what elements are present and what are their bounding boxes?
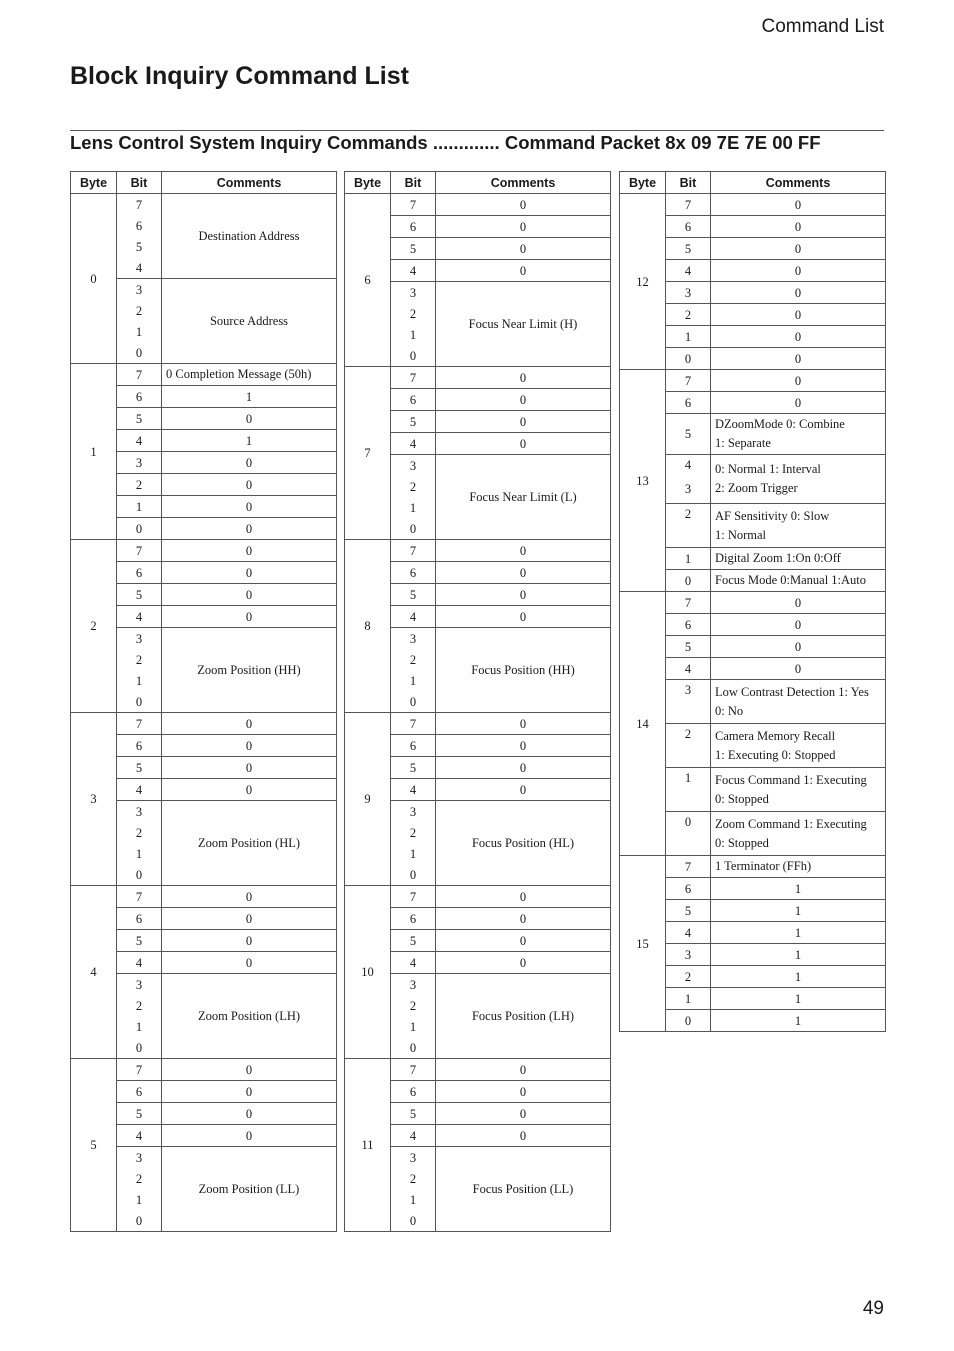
comment-cell: Focus Position (LH): [436, 974, 611, 1059]
comment-line: 1: Normal: [715, 527, 767, 542]
bit-cell: 0: [391, 864, 436, 886]
comment-cell: 1: [162, 430, 337, 452]
bit-cell: 3: [117, 628, 162, 650]
comment-cell: [711, 680, 886, 724]
comment-cell: Focus Position (HL): [436, 801, 611, 886]
bit-cell: 6: [391, 735, 436, 757]
comment-cell: Zoom Position (LH): [162, 974, 337, 1059]
bit-cell: 7: [117, 364, 162, 386]
bit-cell: 3: [117, 974, 162, 996]
command-table: [619, 171, 886, 1032]
comment-cell: 0: [162, 408, 337, 430]
comment-cell: 0: [436, 389, 611, 411]
bit-cell: 4: [117, 606, 162, 628]
bit-cell: 6: [666, 614, 711, 636]
comment-cell: Zoom Position (LL): [162, 1147, 337, 1232]
table-row: [345, 1059, 611, 1081]
bit-cell: 7: [117, 1059, 162, 1081]
comment-cell: Focus Mode 0:Manual 1:Auto: [711, 570, 886, 592]
byte-cell: 4: [71, 886, 117, 1059]
table-row: [345, 540, 611, 562]
bit-cell: 2: [117, 649, 162, 670]
bit-cell: 0: [117, 1210, 162, 1232]
comment-line: 1: Executing 0: Stopped: [715, 747, 836, 762]
bit-cell: 6: [666, 878, 711, 900]
bit-cell: 5: [391, 757, 436, 779]
bit-cell: 1: [117, 1016, 162, 1037]
table-header-row: [345, 172, 611, 194]
byte-cell: 1: [71, 364, 117, 540]
comment-line: 1: Separate: [715, 436, 771, 450]
bit-cell: 6: [117, 215, 162, 236]
comment-cell: Focus Position (HH): [436, 628, 611, 713]
byte-cell: 5: [71, 1059, 117, 1232]
bit-cell: 7: [666, 370, 711, 392]
bit-cell: 1: [391, 670, 436, 691]
comment-cell: [711, 455, 886, 504]
comment-cell: 0: [162, 584, 337, 606]
comment-line: 2: Zoom Trigger: [715, 481, 798, 495]
table-row: [71, 194, 337, 216]
bit-cell: 2: [391, 649, 436, 670]
bit-cell: 3: [666, 944, 711, 966]
bit-cell: 0: [666, 1010, 711, 1032]
byte-header: Byte: [620, 172, 666, 194]
comment-cell: 1: [711, 878, 886, 900]
table-row: [620, 194, 886, 216]
comment-cell: 0: [711, 216, 886, 238]
comment-cell: 0: [711, 636, 886, 658]
bit-cell: 5: [391, 238, 436, 260]
comment-line: Focus Command 1: Executing: [715, 772, 867, 787]
section-name: Lens Control System Inquiry Commands: [70, 132, 428, 153]
comment-cell: 0: [162, 779, 337, 801]
comment-cell: 0: [711, 282, 886, 304]
bit-cell: 3: [391, 801, 436, 823]
bit-cell: 4: [391, 952, 436, 974]
bit-cell: 6: [117, 1081, 162, 1103]
table-row: [345, 367, 611, 389]
bit-cell: 1: [117, 843, 162, 864]
bit-cell: 0: [666, 812, 711, 856]
comment-line: 0: Normal 1: Interval: [715, 462, 821, 476]
bit-cell: 3: [666, 479, 711, 504]
comment-cell: 0: [436, 433, 611, 455]
section-heading: [70, 132, 884, 154]
section-leader: .............: [432, 132, 500, 153]
comment-line: DZoomMode 0: Combine: [715, 417, 845, 431]
comment-cell: 1: [711, 900, 886, 922]
bit-cell: 0: [117, 518, 162, 540]
bit-cell: 1: [391, 1016, 436, 1037]
bit-cell: 5: [117, 584, 162, 606]
page-title: Block Inquiry Command List: [70, 62, 409, 90]
bit-cell: 7: [666, 856, 711, 878]
bit-cell: 3: [117, 452, 162, 474]
bit-cell: 7: [117, 713, 162, 735]
comment-cell: 0: [436, 260, 611, 282]
section-packet: Command Packet 8x 09 7E 7E 00 FF: [504, 132, 821, 153]
comment-cell: 0: [711, 658, 886, 680]
bit-cell: 3: [117, 1147, 162, 1169]
bit-cell: 1: [666, 326, 711, 348]
bit-cell: 5: [666, 414, 711, 455]
bit-cell: 0: [117, 342, 162, 364]
bit-cell: 2: [666, 304, 711, 326]
bit-cell: 1: [117, 321, 162, 342]
table-row: [345, 713, 611, 735]
bit-cell: 3: [391, 974, 436, 996]
bit-cell: 2: [117, 1168, 162, 1189]
bit-cell: 4: [117, 430, 162, 452]
bit-cell: 2: [666, 724, 711, 768]
table-row: [71, 1059, 337, 1081]
running-head: Command List: [761, 16, 884, 37]
table-row: [71, 713, 337, 735]
bit-cell: 1: [391, 497, 436, 518]
bit-cell: 5: [666, 900, 711, 922]
comment-cell: Source Address: [162, 279, 337, 364]
byte-cell: 11: [345, 1059, 391, 1232]
byte-cell: 2: [71, 540, 117, 713]
bit-cell: 4: [391, 606, 436, 628]
bit-cell: 2: [391, 303, 436, 324]
comment-cell: 0: [436, 713, 611, 735]
byte-cell: 15: [620, 856, 666, 1032]
byte-cell: 8: [345, 540, 391, 713]
bit-cell: 7: [391, 194, 436, 216]
comment-cell: 1 Terminator (FFh): [711, 856, 886, 878]
bit-cell: 1: [391, 1189, 436, 1210]
bit-cell: 5: [391, 1103, 436, 1125]
byte-cell: 0: [71, 194, 117, 364]
bit-cell: 2: [117, 995, 162, 1016]
byte-header: Byte: [71, 172, 117, 194]
bit-cell: 3: [666, 680, 711, 724]
bit-cell: 7: [117, 540, 162, 562]
bit-cell: 5: [117, 408, 162, 430]
comment-cell: 0: [436, 238, 611, 260]
command-table: [344, 171, 611, 1232]
bit-cell: 5: [666, 238, 711, 260]
comment-line: Zoom Command 1: Executing: [715, 816, 867, 831]
bit-cell: 4: [666, 922, 711, 944]
comment-cell: 0: [162, 735, 337, 757]
bit-cell: 2: [391, 822, 436, 843]
comment-cell: 0: [162, 908, 337, 930]
comment-cell: 0 Completion Message (50h): [162, 364, 337, 386]
bit-cell: 7: [666, 592, 711, 614]
comment-cell: 0: [162, 1125, 337, 1147]
comment-cell: 0: [436, 1125, 611, 1147]
comment-cell: 0: [436, 779, 611, 801]
comment-cell: [711, 768, 886, 812]
comment-cell: Zoom Position (HH): [162, 628, 337, 713]
comment-cell: 1: [711, 922, 886, 944]
bit-cell: 1: [666, 548, 711, 570]
comments-header: Comments: [436, 172, 611, 194]
bit-cell: 7: [391, 713, 436, 735]
comment-cell: 0: [162, 1103, 337, 1125]
table-header-row: [71, 172, 337, 194]
byte-cell: 13: [620, 370, 666, 592]
byte-cell: 14: [620, 592, 666, 856]
bit-cell: 7: [117, 194, 162, 216]
bit-cell: 5: [391, 584, 436, 606]
bit-cell: 4: [391, 1125, 436, 1147]
comment-cell: 0: [162, 496, 337, 518]
comment-cell: Digital Zoom 1:On 0:Off: [711, 548, 886, 570]
bit-cell: 4: [391, 433, 436, 455]
bit-cell: 0: [391, 518, 436, 540]
table-row: [71, 540, 337, 562]
comment-cell: Zoom Position (HL): [162, 801, 337, 886]
comment-cell: 1: [711, 1010, 886, 1032]
bit-cell: 1: [391, 324, 436, 345]
bit-cell: 4: [117, 257, 162, 279]
bit-cell: 7: [391, 886, 436, 908]
bit-cell: 4: [666, 455, 711, 480]
bit-cell: 1: [391, 843, 436, 864]
comment-cell: 0: [162, 474, 337, 496]
bit-cell: 1: [666, 768, 711, 812]
bit-cell: 6: [666, 392, 711, 414]
bit-cell: 4: [117, 952, 162, 974]
comment-cell: 0: [711, 614, 886, 636]
comment-cell: 0: [711, 370, 886, 392]
bit-cell: 3: [666, 282, 711, 304]
bit-cell: 3: [117, 801, 162, 823]
bit-cell: 2: [391, 1168, 436, 1189]
comment-cell: 0: [711, 194, 886, 216]
page-number: 49: [862, 1298, 884, 1319]
comments-header: Comments: [162, 172, 337, 194]
comment-cell: 0: [436, 411, 611, 433]
bit-cell: 6: [391, 216, 436, 238]
bit-cell: 2: [666, 504, 711, 548]
bit-cell: 0: [391, 345, 436, 367]
command-table: [70, 171, 337, 1232]
bit-cell: 4: [391, 779, 436, 801]
bit-cell: 7: [391, 540, 436, 562]
bit-cell: 0: [117, 1037, 162, 1059]
bit-cell: 4: [117, 1125, 162, 1147]
comment-cell: 0: [436, 540, 611, 562]
bit-cell: 5: [117, 757, 162, 779]
comment-cell: 0: [162, 757, 337, 779]
comment-cell: 1: [711, 988, 886, 1010]
bit-cell: 7: [391, 367, 436, 389]
comment-cell: 0: [711, 260, 886, 282]
comment-cell: 0: [162, 518, 337, 540]
comment-cell: 0: [436, 735, 611, 757]
comment-cell: 0: [436, 367, 611, 389]
comment-cell: 0: [711, 592, 886, 614]
bit-cell: 0: [391, 1210, 436, 1232]
comment-cell: 0: [162, 452, 337, 474]
comment-cell: 1: [711, 944, 886, 966]
bit-cell: 0: [666, 348, 711, 370]
comment-cell: 0: [711, 348, 886, 370]
comment-cell: 0: [711, 392, 886, 414]
bit-header: Bit: [391, 172, 436, 194]
comment-line: AF Sensitivity 0: Slow: [715, 508, 830, 523]
bit-cell: 2: [117, 822, 162, 843]
byte-cell: 3: [71, 713, 117, 886]
section-divider: [70, 130, 884, 131]
bit-cell: 2: [117, 474, 162, 496]
comment-cell: 0: [162, 562, 337, 584]
comment-cell: 0: [436, 952, 611, 974]
comment-cell: 0: [436, 584, 611, 606]
comment-cell: [711, 724, 886, 768]
comment-cell: 0: [162, 1059, 337, 1081]
bit-cell: 3: [117, 279, 162, 301]
comment-cell: [711, 812, 886, 856]
comment-cell: 0: [436, 757, 611, 779]
comment-cell: Destination Address: [162, 194, 337, 279]
table-row: [620, 370, 886, 392]
bit-cell: 5: [117, 930, 162, 952]
bit-cell: 7: [666, 194, 711, 216]
bit-cell: 4: [391, 260, 436, 282]
comment-cell: 0: [711, 326, 886, 348]
comment-cell: Focus Near Limit (H): [436, 282, 611, 367]
bit-cell: 4: [117, 779, 162, 801]
comment-line: 0: Stopped: [715, 791, 769, 806]
comment-line: Camera Memory Recall: [715, 728, 836, 743]
comment-cell: 0: [162, 713, 337, 735]
byte-cell: 6: [345, 194, 391, 367]
table-row: [345, 886, 611, 908]
bit-cell: 6: [117, 908, 162, 930]
comment-cell: 0: [436, 1081, 611, 1103]
bit-cell: 6: [117, 735, 162, 757]
bit-cell: 4: [666, 658, 711, 680]
bit-cell: 1: [117, 496, 162, 518]
comment-cell: 0: [162, 886, 337, 908]
byte-cell: 7: [345, 367, 391, 540]
comment-line: 0: Stopped: [715, 835, 769, 850]
comment-cell: 0: [436, 562, 611, 584]
bit-cell: 7: [117, 886, 162, 908]
bit-cell: 4: [666, 260, 711, 282]
comment-cell: 0: [436, 886, 611, 908]
bit-cell: 2: [391, 995, 436, 1016]
comment-cell: [711, 414, 886, 455]
bit-cell: 6: [391, 562, 436, 584]
comment-cell: 0: [162, 1081, 337, 1103]
comment-line: Low Contrast Detection 1: Yes: [715, 684, 869, 699]
bit-cell: 1: [666, 988, 711, 1010]
bit-cell: 3: [391, 282, 436, 304]
bit-cell: 6: [117, 386, 162, 408]
bit-cell: 1: [117, 670, 162, 691]
bit-cell: 0: [666, 570, 711, 592]
comment-cell: 1: [162, 386, 337, 408]
table-row: [71, 364, 337, 386]
table-header-row: [620, 172, 886, 194]
bit-cell: 3: [391, 628, 436, 650]
bit-cell: 5: [666, 636, 711, 658]
bit-cell: 6: [391, 908, 436, 930]
comment-cell: 0: [162, 540, 337, 562]
comment-cell: Focus Near Limit (L): [436, 455, 611, 540]
bit-cell: 5: [117, 236, 162, 257]
comment-cell: 0: [436, 194, 611, 216]
comment-cell: 0: [162, 930, 337, 952]
comment-cell: 0: [162, 606, 337, 628]
bit-cell: 6: [391, 389, 436, 411]
bit-cell: 7: [391, 1059, 436, 1081]
comment-cell: Focus Position (LL): [436, 1147, 611, 1232]
bit-cell: 0: [391, 1037, 436, 1059]
comment-cell: 0: [711, 238, 886, 260]
bit-cell: 0: [117, 864, 162, 886]
bit-cell: 5: [391, 930, 436, 952]
byte-cell: 12: [620, 194, 666, 370]
bit-cell: 5: [117, 1103, 162, 1125]
bit-header: Bit: [666, 172, 711, 194]
bit-cell: 6: [391, 1081, 436, 1103]
bit-cell: 2: [666, 966, 711, 988]
comment-cell: 0: [162, 952, 337, 974]
byte-cell: 9: [345, 713, 391, 886]
comment-cell: 0: [436, 606, 611, 628]
comment-line: 0: No: [715, 703, 744, 718]
table-row: [620, 856, 886, 878]
byte-header: Byte: [345, 172, 391, 194]
comment-cell: 0: [436, 908, 611, 930]
bit-cell: 3: [391, 1147, 436, 1169]
bit-cell: 3: [391, 455, 436, 477]
comment-cell: 0: [436, 216, 611, 238]
bit-header: Bit: [117, 172, 162, 194]
bit-cell: 0: [117, 691, 162, 713]
byte-cell: 10: [345, 886, 391, 1059]
table-row: [71, 886, 337, 908]
comment-cell: 0: [711, 304, 886, 326]
bit-cell: 5: [391, 411, 436, 433]
comment-cell: 0: [436, 930, 611, 952]
bit-cell: 6: [666, 216, 711, 238]
comment-cell: [711, 504, 886, 548]
bit-cell: 1: [117, 1189, 162, 1210]
comments-header: Comments: [711, 172, 886, 194]
bit-cell: 0: [391, 691, 436, 713]
comment-cell: 0: [436, 1103, 611, 1125]
comment-cell: 1: [711, 966, 886, 988]
comment-cell: 0: [436, 1059, 611, 1081]
bit-cell: 2: [117, 300, 162, 321]
bit-cell: 6: [117, 562, 162, 584]
bit-cell: 2: [391, 476, 436, 497]
table-row: [345, 194, 611, 216]
table-row: [620, 592, 886, 614]
